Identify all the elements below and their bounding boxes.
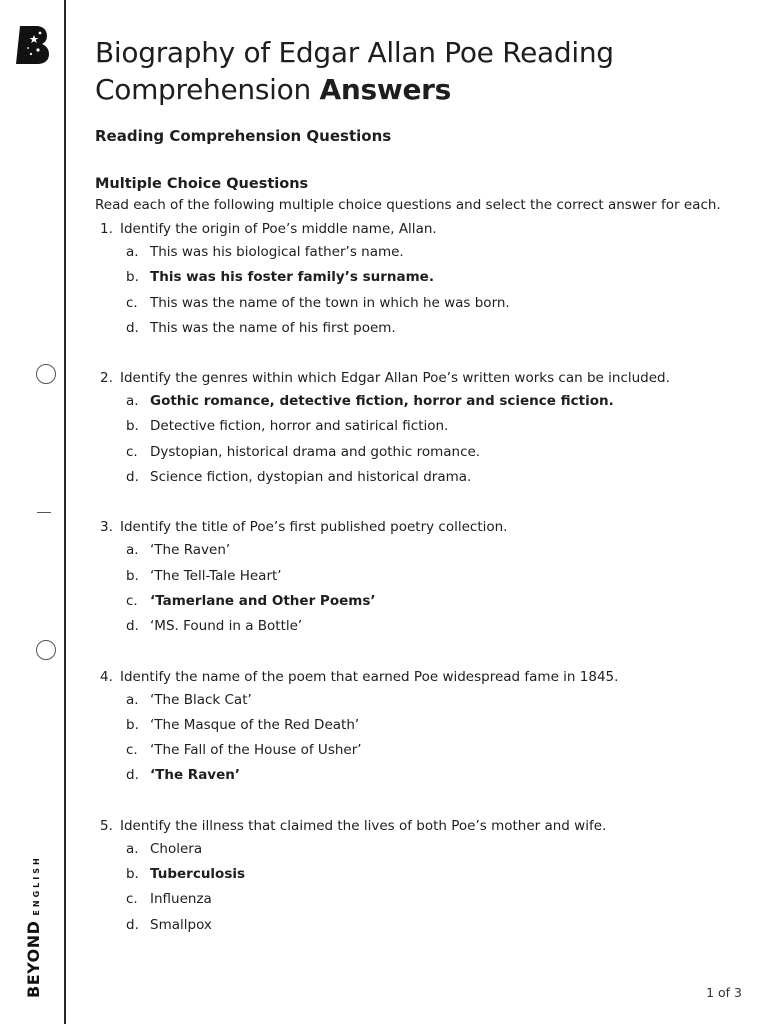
question-number: 1. [100,221,113,237]
answer-option-correct [126,389,745,414]
option-text: Influenza [150,891,212,908]
answer-options [95,389,745,490]
option-text: ‘The Fall of the House of Usher’ [150,742,362,759]
answer-options [95,688,745,789]
title-bold: Answers [319,73,452,106]
question-spacer [95,341,745,367]
question-prompt [95,218,745,240]
answer-options [95,837,745,938]
margin-line [64,0,66,1024]
option-letter: d. [126,916,139,933]
answer-options [95,240,745,341]
option-text: This was the name of his first poem. [150,319,396,336]
question-prompt [95,367,745,389]
option-letter: a. [126,244,139,260]
option-letter: d. [126,767,139,784]
answer-option [126,414,745,439]
question-item [95,815,745,938]
question-item [95,367,745,490]
option-letter: c. [126,592,138,609]
answer-option-correct [126,589,745,614]
option-text: ‘The Black Cat’ [150,691,252,708]
answer-option [126,465,745,490]
option-letter: d. [126,319,139,336]
answer-option [126,240,745,265]
answer-options [95,538,745,639]
question-number: 4. [100,668,113,685]
answer-option [126,538,745,563]
option-text: Cholera [150,840,203,857]
question-spacer [95,789,745,815]
option-letter: b. [126,567,139,584]
binder-hole [36,364,56,384]
question-prompt [95,815,745,837]
option-text: ‘The Raven’ [150,542,231,559]
brand-subname: ENGLISH [32,855,41,916]
brand-wordmark [24,855,43,998]
answer-option [126,440,745,465]
question-prompt [95,516,745,538]
question-spacer [95,490,745,516]
b-star-logo-icon [16,24,50,66]
option-text: ‘Tamerlane and Other Poems’ [150,592,376,609]
page-title [95,34,745,108]
option-letter: c. [126,891,138,908]
answer-option [126,913,745,938]
option-text: ‘The Tell-Tale Heart’ [150,567,282,584]
binder-hole [36,640,56,660]
question-item [95,218,745,341]
answer-option [126,614,745,639]
option-letter: a. [126,691,139,708]
question-item [95,666,745,789]
option-text: Gothic romance, detective fiction, horror and science fiction. [150,393,614,410]
option-letter: b. [126,866,139,883]
worksheet-content [95,34,745,938]
fold-mark [37,512,51,513]
option-letter: b. [126,418,139,435]
question-text: Identify the origin of Poe’s middle name, Allan. [120,221,437,237]
question-spacer [95,640,745,666]
instructions: Read each of the following multiple choice questions and select the correct answer for each. [95,197,721,213]
question-text: Identify the name of the poem that earned Poe widespread fame in 1845. [120,668,619,685]
section-heading: Reading Comprehension Questions [95,127,392,145]
option-letter: c. [126,742,138,759]
answer-option [126,887,745,912]
option-text: ‘MS. Found in a Bottle’ [150,618,303,635]
answer-option [126,713,745,738]
answer-option-correct [126,763,745,788]
option-letter: c. [126,443,138,460]
question-prompt [95,666,745,688]
option-text: Smallpox [150,916,212,933]
brand-name: BEYOND [24,920,43,998]
answer-option-correct [126,265,745,290]
option-letter: a. [126,542,139,559]
option-letter: a. [126,393,139,410]
option-text: Tuberculosis [150,866,246,883]
answer-option [126,688,745,713]
answer-option [126,837,745,862]
option-letter: b. [126,716,139,733]
option-letter: d. [126,618,139,635]
option-text: This was the name of the town in which he was born. [150,294,510,311]
question-number: 3. [100,519,113,536]
question-number: 2. [100,370,113,387]
question-list [95,218,745,938]
question-number: 5. [100,817,113,834]
question-text: Identify the title of Poe’s first published poetry collection. [120,519,508,536]
option-letter: d. [126,469,139,486]
question-item [95,516,745,639]
question-text: Identify the genres within which Edgar Allan Poe’s written works can be included. [120,370,670,387]
answer-option-correct [126,862,745,887]
answer-option [126,738,745,763]
option-text: Detective fiction, horror and satirical fiction. [150,418,449,435]
option-letter: b. [126,269,139,286]
option-text: Science fiction, dystopian and historical drama. [150,469,472,486]
option-text: ‘The Raven’ [150,767,241,784]
option-letter: a. [126,840,139,857]
subheading: Multiple Choice Questions [95,176,309,192]
option-text: ‘The Masque of the Red Death’ [150,716,360,733]
option-text: This was his biological father’s name. [150,244,404,260]
answer-option [126,316,745,341]
answer-option [126,564,745,589]
title-regular: Biography of Edgar Allan Poe Reading Comprehension [95,36,614,106]
page-number: 1 of 3 [706,985,742,1000]
option-text: This was his foster family’s surname. [150,269,434,286]
question-text: Identify the illness that claimed the lives of both Poe’s mother and wife. [120,817,607,834]
option-text: Dystopian, historical drama and gothic romance. [150,443,481,460]
option-letter: c. [126,294,138,311]
answer-option [126,291,745,316]
